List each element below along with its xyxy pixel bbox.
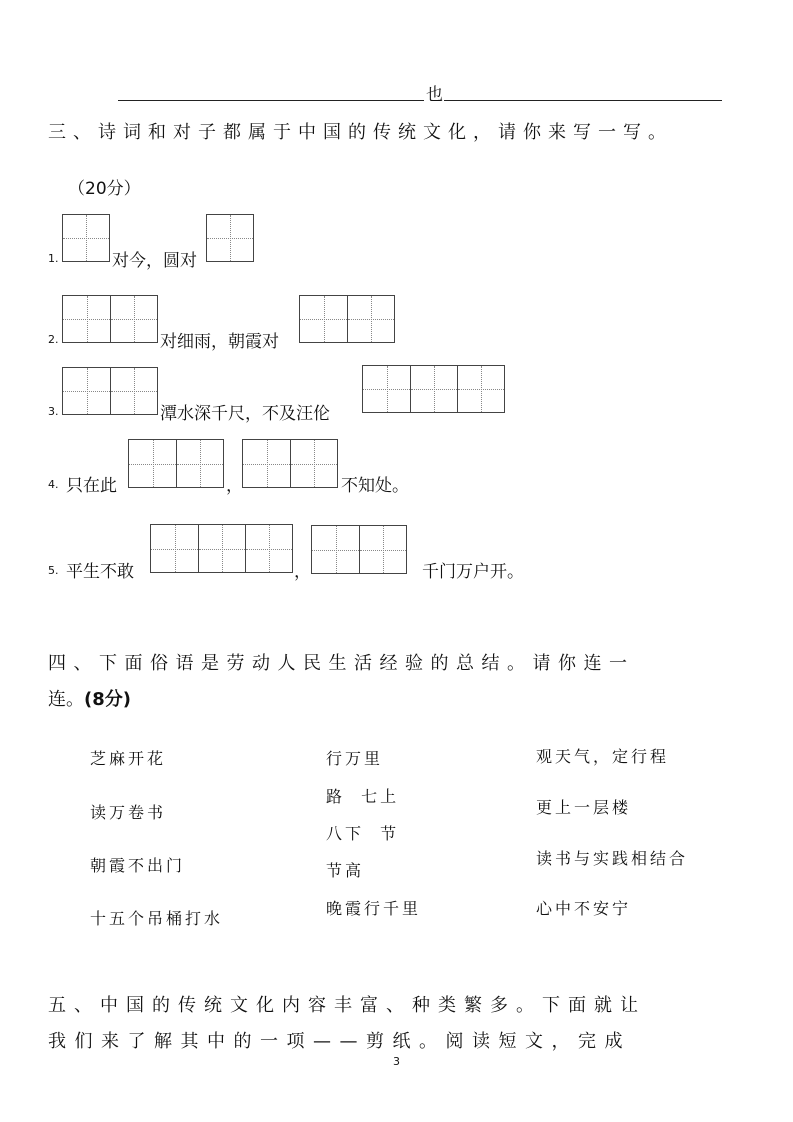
q2-number: 2. [48,333,59,346]
match-left-item[interactable]: 芝麻开花 [90,749,167,768]
match-middle-item[interactable]: 八下 节 [326,824,400,843]
q3-answer-box-1[interactable] [62,367,158,415]
section5-line1: 五、中国的传统文化内容丰富、种类繁多。下面就让 [48,995,646,1016]
section3-score: （20分） [68,179,141,199]
q5-suffix: 千门万户开。 [422,562,524,582]
section4-title-line2 [48,685,131,711]
section4-title-line1: 四、下面俗语是劳动人民生活经验的总结。请你连一 [48,653,635,674]
match-left-item[interactable]: 朝霞不出门 [90,856,186,875]
q3-answer-box-2[interactable] [362,365,505,413]
q2-answer-box-2[interactable] [299,295,395,343]
q1-answer-box-1[interactable] [62,214,110,262]
q5-number: 5. [48,564,59,577]
q4-comma: ， [226,476,243,496]
match-left-item[interactable]: 读万卷书 [90,803,167,822]
match-middle-item[interactable]: 路 七上 [326,787,400,806]
q4-prefix: 只在此 [66,476,117,496]
q2-answer-box-1[interactable] [62,295,158,343]
match-middle-item[interactable]: 节高 [326,861,365,880]
match-middle-item[interactable]: 晚霞行千里 [326,899,422,918]
section4-score: (8分) [84,689,131,710]
section3-title: 三、诗词和对子都属于中国的传统文化，请你来写一写。 [48,122,673,143]
q4-suffix: 不知处。 [341,476,409,496]
match-left-item[interactable]: 十五个吊桶打水 [90,909,224,928]
q4-answer-box-2[interactable] [242,439,338,488]
match-right-item[interactable]: 读书与实践相结合 [536,849,689,868]
q5-prefix: 平生不敢 [66,562,134,582]
section4-title-line2-text: 连。 [48,689,84,710]
match-right-item[interactable]: 心中不安宁 [536,899,632,918]
q4-number: 4. [48,478,59,491]
match-middle-item[interactable]: 行万里 [326,749,384,768]
answer-line-left [118,100,424,101]
q1-text: 对今，圆对 [112,251,197,271]
match-right-item[interactable]: 观天气，定行程 [536,747,670,766]
q3-text: 潭水深千尺，不及汪伦 [160,404,330,424]
q5-answer-box-2[interactable] [311,525,407,574]
q1-answer-box-2[interactable] [206,214,254,262]
q1-number: 1. [48,252,59,265]
q3-number: 3. [48,405,59,418]
section5-line2: 我们来了解其中的一项——剪纸。阅读短文，完成 [48,1031,631,1052]
q2-text: 对细雨，朝霞对 [160,332,279,352]
q5-comma: ， [294,562,311,582]
answer-line-right [444,100,722,101]
q4-answer-box-1[interactable] [128,439,224,488]
page-number: 3 [393,1055,400,1068]
match-right-item[interactable]: 更上一层楼 [536,798,632,817]
top-character: 也 [426,85,443,105]
q5-answer-box-1[interactable] [150,524,293,573]
